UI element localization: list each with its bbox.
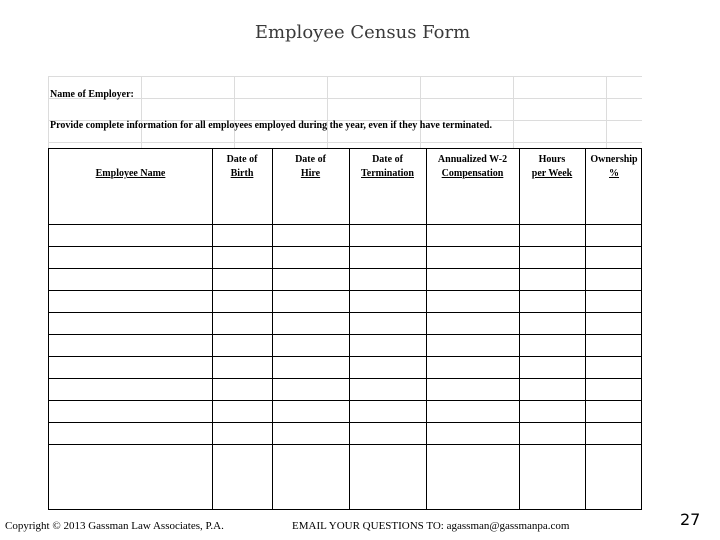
column-divider bbox=[519, 149, 520, 509]
table-row bbox=[49, 378, 641, 379]
instruction-text: Provide complete information for all employees employed during the year, even if they have terminated. bbox=[50, 120, 492, 131]
column-header-date-of-birth: Date of Birth bbox=[226, 154, 258, 179]
table-row bbox=[49, 334, 641, 335]
copyright-text: Copyright © 2013 Gassman Law Associates, P.A. bbox=[5, 520, 224, 532]
table-row bbox=[49, 246, 641, 247]
page-number: 27 bbox=[680, 510, 701, 529]
column-header-ownership: Ownership % bbox=[590, 154, 638, 179]
table-row bbox=[49, 224, 641, 225]
census-form bbox=[48, 76, 642, 510]
column-header-employee-name: Employee Name bbox=[95, 168, 166, 179]
form-header-area bbox=[48, 76, 642, 148]
column-divider bbox=[212, 149, 213, 509]
page-title: Employee Census Form bbox=[254, 22, 471, 43]
table-row bbox=[49, 400, 641, 401]
column-header-date-of-hire: Date of Hire bbox=[295, 154, 326, 179]
table-row bbox=[49, 444, 641, 445]
table-row bbox=[49, 268, 641, 269]
column-divider bbox=[585, 149, 586, 509]
table-row bbox=[49, 356, 641, 357]
employer-label: Name of Employer: bbox=[50, 89, 134, 100]
column-divider bbox=[349, 149, 350, 509]
column-header-date-of-termination: Date of Termination bbox=[361, 154, 414, 179]
column-header-compensation: Annualized W-2 Compensation bbox=[437, 154, 508, 179]
table-row bbox=[49, 312, 641, 313]
table-row bbox=[49, 290, 641, 291]
column-header-hours-per-week: Hours per Week bbox=[531, 154, 573, 179]
column-divider bbox=[272, 149, 273, 509]
table-row bbox=[49, 422, 641, 423]
column-divider bbox=[426, 149, 427, 509]
email-text: EMAIL YOUR QUESTIONS TO: agassman@gassmanpa.com bbox=[292, 520, 570, 532]
employee-table bbox=[48, 148, 642, 510]
